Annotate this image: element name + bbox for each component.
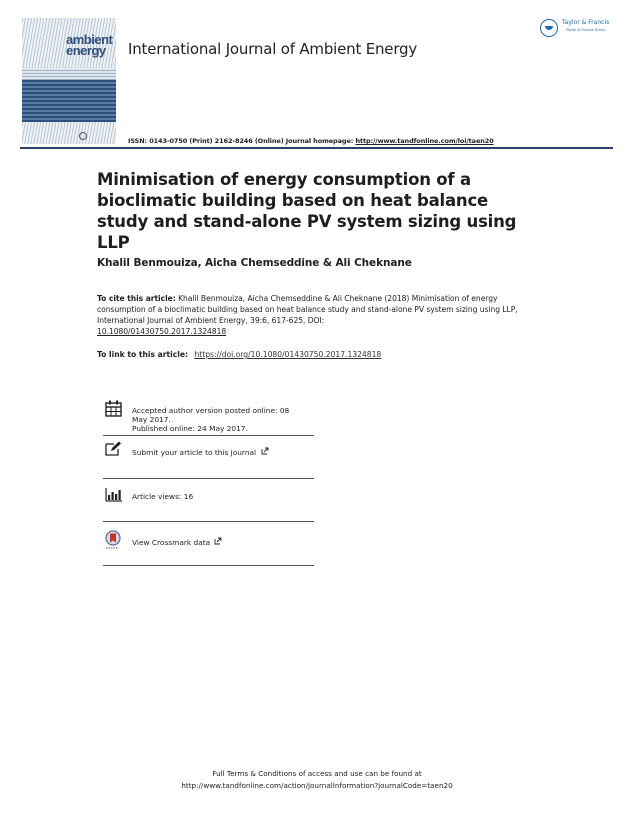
external-link-icon	[214, 537, 222, 548]
cover-title: ambient energy	[66, 32, 113, 58]
crossmark-link[interactable]: View Crossmark data	[132, 538, 211, 547]
issn-line: ISSN: 0143-0750 (Print) 2162-8246 (Online) Journal homepage: http://www.tandfonline.com/loi/taen20	[128, 137, 494, 145]
article-views: Article views: 16	[132, 492, 194, 501]
submit-article-row[interactable]	[103, 436, 314, 479]
article-link-line	[97, 350, 381, 359]
article-info-box	[103, 398, 314, 566]
submit-article-link[interactable]: Submit your article to this journal	[132, 448, 257, 457]
cite-text: Khalil Benmouiza, Aicha Chemseddine & Ali Cheknane (2018) Minimisation of energy consumption of a bioclimatic building based on heat balance study and stand-alone PV system sizing using LLP, International Journal of Ambient Energy, 39:6, 617-625, DOI:	[97, 294, 518, 326]
header-divider	[20, 147, 613, 149]
article-title: Minimisation of energy consumption of a bioclimatic building based on heat balance study and stand-alone PV system sizing using LLP	[97, 170, 517, 252]
external-link-icon	[261, 447, 269, 458]
citation-block	[97, 293, 537, 337]
article-doi-link[interactable]: https://doi.org/10.1080/01430750.2017.1324818	[194, 350, 382, 359]
terms-link[interactable]: http://www.tandfonline.com/action/journalInformation?journalCode=taen20	[181, 780, 453, 790]
link-label: To link to this article:	[97, 350, 189, 359]
journal-homepage-link[interactable]: http://www.tandfonline.com/loi/taen20	[355, 137, 494, 145]
publisher-logo: Taylor & Francis Taylor & Francis Group	[540, 17, 618, 41]
cite-doi-link[interactable]: 10.1080/01430750.2017.1324818	[97, 327, 227, 337]
cover-publisher-logo-icon	[79, 132, 87, 140]
calendar-icon	[105, 400, 122, 421]
journal-cover-image	[22, 18, 116, 144]
crossmark-row[interactable]	[103, 522, 314, 566]
journal-title: International Journal of Ambient Energy	[128, 40, 418, 58]
crossmark-icon	[105, 530, 122, 554]
bar-chart-icon	[105, 487, 122, 506]
edit-icon	[105, 441, 122, 460]
article-authors: Khalil Benmouiza, Aicha Chemseddine & Ali Cheknane	[97, 257, 412, 269]
article-views-row	[103, 479, 314, 522]
publication-dates: Accepted author version posted online: 08 May 2017. Published online: 24 May 2017.	[103, 398, 314, 436]
taylor-francis-logo-icon	[540, 19, 558, 37]
cite-label: To cite this article:	[97, 294, 176, 303]
terms-footer: Full Terms & Conditions of access and use can be found at http://www.tandfonline.com/action/journalInformation?journalCode=taen20	[0, 768, 634, 791]
